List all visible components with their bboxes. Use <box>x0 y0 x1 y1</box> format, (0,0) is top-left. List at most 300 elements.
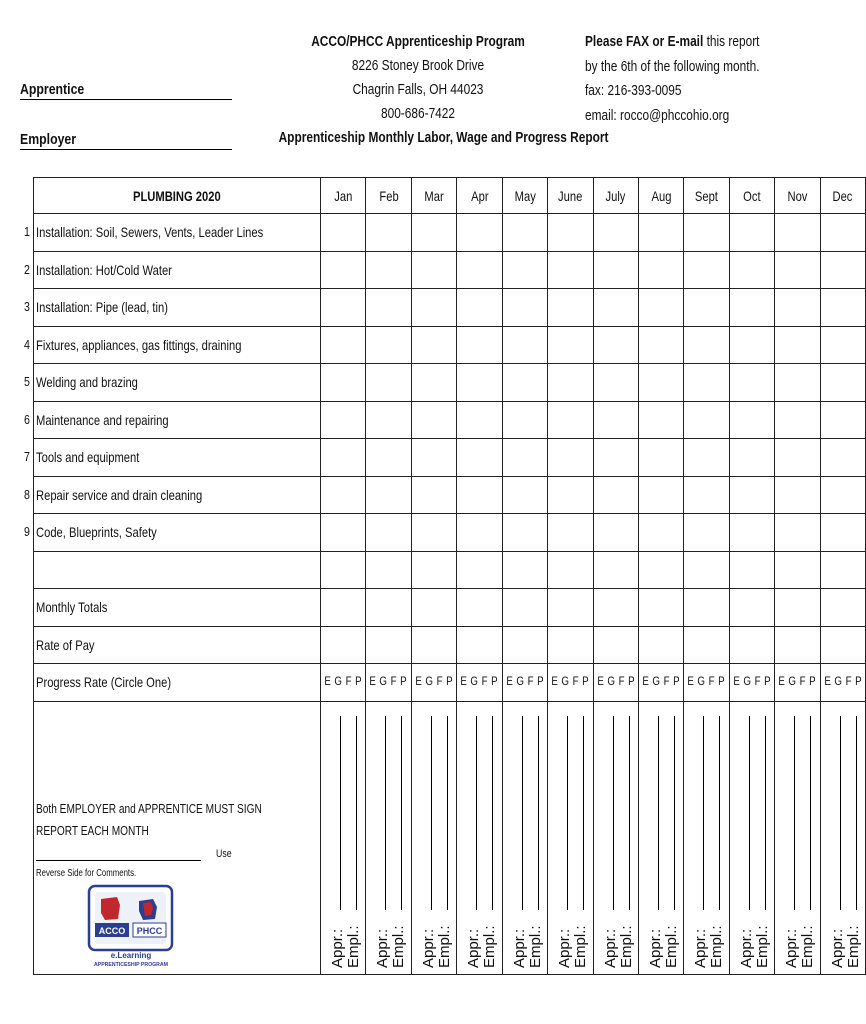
rate-of-pay-label-cell <box>34 626 321 664</box>
entry-cell-nov[interactable] <box>775 551 820 589</box>
entry-cell-jan[interactable] <box>321 289 366 327</box>
entry-cell-may[interactable] <box>502 589 547 627</box>
entry-cell-oct[interactable] <box>729 326 774 364</box>
entry-cell-oct[interactable] <box>729 514 774 552</box>
entry-cell-feb[interactable] <box>366 439 411 477</box>
progress-options-july[interactable] <box>593 664 638 702</box>
entry-cell-feb[interactable] <box>366 551 411 589</box>
entry-cell-apr[interactable] <box>457 326 502 364</box>
progress-options: E G F P <box>551 676 590 689</box>
signature-cell-apr[interactable] <box>457 701 502 974</box>
entry-cell-apr[interactable] <box>457 214 502 252</box>
entry-cell-mar[interactable] <box>411 589 456 627</box>
task-label-cell <box>34 476 321 514</box>
entry-cell-june[interactable] <box>548 251 593 289</box>
entry-cell-may[interactable] <box>502 626 547 664</box>
empl-label: Empl.: <box>708 924 726 968</box>
progress-options-june[interactable] <box>548 664 593 702</box>
appr-signature-line[interactable] <box>749 716 750 910</box>
entry-cell-feb[interactable] <box>366 626 411 664</box>
month-label: June <box>558 187 583 204</box>
appr-signature-line[interactable] <box>567 716 568 910</box>
reverse-side-note: Reverse Side for Comments. <box>36 867 137 879</box>
month-label: Apr <box>470 187 489 204</box>
appr-signature-line[interactable] <box>613 716 614 910</box>
appr-signature-line[interactable] <box>476 716 477 910</box>
progress-options: E G F P <box>415 676 453 689</box>
month-header-may <box>502 178 547 214</box>
entry-cell-apr[interactable] <box>457 589 502 627</box>
entry-cell-july[interactable] <box>593 214 638 252</box>
entry-cell-feb[interactable] <box>366 589 411 627</box>
entry-cell-aug[interactable] <box>638 214 683 252</box>
entry-cell-aug[interactable] <box>638 364 683 402</box>
progress-options-may[interactable] <box>502 664 547 702</box>
entry-cell-mar[interactable] <box>411 626 456 664</box>
entry-cell-dec[interactable] <box>820 551 865 589</box>
table-row <box>34 476 866 514</box>
entry-cell-july[interactable] <box>593 476 638 514</box>
entry-cell-nov[interactable] <box>775 439 820 477</box>
entry-cell-jan[interactable] <box>321 626 366 664</box>
progress-options: E G F P <box>369 676 408 689</box>
progress-options-aug[interactable] <box>638 664 683 702</box>
signature-cell-june[interactable] <box>548 701 593 974</box>
empl-signature-line[interactable] <box>719 716 720 910</box>
signature-cell-july[interactable] <box>593 701 638 974</box>
month-label: Nov <box>787 187 808 204</box>
entry-cell-apr[interactable] <box>457 289 502 327</box>
appr-label: Appr.: <box>329 928 347 968</box>
entry-cell-jan[interactable] <box>321 326 366 364</box>
entry-cell-oct[interactable] <box>729 289 774 327</box>
empl-label: Empl.: <box>799 924 817 968</box>
month-label: Mar <box>424 187 444 204</box>
entry-cell-may[interactable] <box>502 551 547 589</box>
entry-cell-june[interactable] <box>548 439 593 477</box>
entry-cell-mar[interactable] <box>411 514 456 552</box>
entry-cell-jan[interactable] <box>321 514 366 552</box>
entry-cell-apr[interactable] <box>457 439 502 477</box>
entry-cell-may[interactable] <box>502 439 547 477</box>
entry-cell-mar[interactable] <box>411 251 456 289</box>
progress-options: E G F P <box>642 676 680 689</box>
month-label: Oct <box>743 187 761 204</box>
logo-right-text: PHCC <box>136 926 163 936</box>
entry-cell-aug[interactable] <box>638 626 683 664</box>
progress-rate-row <box>34 664 866 702</box>
entry-cell-may[interactable] <box>502 514 547 552</box>
entry-cell-aug[interactable] <box>638 439 683 477</box>
progress-options: E G F P <box>823 676 862 689</box>
appr-signature-line[interactable] <box>522 716 523 910</box>
fax-instruction-bold: Please FAX or E-mail <box>585 34 704 50</box>
entry-cell-may[interactable] <box>502 326 547 364</box>
signature-cell-may[interactable] <box>502 701 547 974</box>
entry-cell-oct[interactable] <box>729 251 774 289</box>
entry-cell-aug[interactable] <box>638 401 683 439</box>
month-header-july <box>593 178 638 214</box>
entry-cell-dec[interactable] <box>820 326 865 364</box>
entry-cell-nov[interactable] <box>775 326 820 364</box>
apprentice-signature-line[interactable] <box>20 99 232 100</box>
entry-cell-jan[interactable] <box>321 251 366 289</box>
entry-cell-dec[interactable] <box>820 439 865 477</box>
entry-cell-feb[interactable] <box>366 476 411 514</box>
entry-cell-nov[interactable] <box>775 401 820 439</box>
empl-signature-line[interactable] <box>765 716 766 910</box>
fax-deadline: by the 6th of the following month. <box>585 58 760 75</box>
month-header-dec <box>820 178 865 214</box>
entry-cell-mar[interactable] <box>411 401 456 439</box>
entry-cell-june[interactable] <box>548 326 593 364</box>
appr-label: Appr.: <box>646 928 664 968</box>
entry-cell-july[interactable] <box>593 439 638 477</box>
table-row <box>34 364 866 402</box>
row-number: 5 <box>24 374 30 389</box>
progress-options-nov[interactable] <box>775 664 820 702</box>
entry-cell-aug[interactable] <box>638 551 683 589</box>
entry-cell-oct[interactable] <box>729 439 774 477</box>
monthly-totals-row <box>34 589 866 627</box>
entry-cell-jan[interactable] <box>321 476 366 514</box>
entry-cell-july[interactable] <box>593 626 638 664</box>
empl-label: Empl.: <box>617 924 635 968</box>
entry-cell-feb[interactable] <box>366 401 411 439</box>
signature-cell-feb[interactable] <box>366 701 411 974</box>
progress-options: E G F P <box>733 676 771 689</box>
appr-signature-line[interactable] <box>703 716 704 910</box>
empl-label: Empl.: <box>572 924 590 968</box>
progress-options: E G F P <box>778 676 817 689</box>
empl-signature-line[interactable] <box>492 716 493 910</box>
entry-cell-dec[interactable] <box>820 401 865 439</box>
entry-cell-oct[interactable] <box>729 551 774 589</box>
employer-label: Employer <box>20 131 77 148</box>
program-title: ACCO/PHCC Apprenticeship Program <box>311 34 525 50</box>
entry-cell-oct[interactable] <box>729 364 774 402</box>
entry-cell-jan[interactable] <box>321 439 366 477</box>
entry-cell-sept[interactable] <box>684 401 729 439</box>
progress-options: E G F P <box>324 676 363 689</box>
entry-cell-feb[interactable] <box>366 364 411 402</box>
entry-cell-dec[interactable] <box>820 364 865 402</box>
logo-left-text: ACCO <box>98 926 126 936</box>
row-number: 9 <box>24 524 30 539</box>
rate-of-pay-row <box>34 626 866 664</box>
report-title: Apprenticeship Monthly Labor, Wage and Progress Report <box>278 130 609 146</box>
progress-options-oct[interactable] <box>729 664 774 702</box>
progress-options: E G F P <box>596 676 635 689</box>
row-number: 2 <box>24 261 30 277</box>
progress-options: E G F P <box>460 676 499 689</box>
progress-options-mar[interactable] <box>411 664 456 702</box>
appr-label: Appr.: <box>419 928 437 968</box>
entry-cell-apr[interactable] <box>457 401 502 439</box>
entry-cell-oct[interactable] <box>729 214 774 252</box>
entry-cell-sept[interactable] <box>684 326 729 364</box>
progress-report-table <box>33 177 866 975</box>
entry-cell-dec[interactable] <box>820 626 865 664</box>
entry-cell-sept[interactable] <box>684 289 729 327</box>
fax-instructions <box>585 30 798 128</box>
entry-cell-sept[interactable] <box>684 589 729 627</box>
empl-signature-line[interactable] <box>629 716 630 910</box>
entry-cell-may[interactable] <box>502 364 547 402</box>
entry-cell-mar[interactable] <box>411 289 456 327</box>
use-label: Use <box>216 847 232 860</box>
entry-cell-dec[interactable] <box>820 289 865 327</box>
entry-cell-apr[interactable] <box>457 626 502 664</box>
appr-label: Appr.: <box>374 928 392 968</box>
signature-cell-sept[interactable] <box>684 701 729 974</box>
program-header <box>248 30 609 150</box>
sign-note-line2: REPORT EACH MONTH <box>36 822 149 838</box>
month-header-feb <box>366 178 411 214</box>
empl-signature-line[interactable] <box>356 716 357 910</box>
acco-phcc-logo <box>87 885 175 968</box>
entry-cell-apr[interactable] <box>457 514 502 552</box>
entry-cell-july[interactable] <box>593 589 638 627</box>
appr-label: Appr.: <box>828 928 846 968</box>
entry-cell-oct[interactable] <box>729 476 774 514</box>
entry-cell-nov[interactable] <box>775 289 820 327</box>
entry-cell-sept[interactable] <box>684 476 729 514</box>
progress-rate-label-cell <box>34 664 321 702</box>
entry-cell-apr[interactable] <box>457 364 502 402</box>
entry-cell-aug[interactable] <box>638 326 683 364</box>
entry-cell-june[interactable] <box>548 514 593 552</box>
empl-signature-line[interactable] <box>856 716 857 910</box>
task-label: Installation: Pipe (lead, tin) <box>36 299 168 316</box>
entry-cell-aug[interactable] <box>638 589 683 627</box>
entry-cell-nov[interactable] <box>775 364 820 402</box>
entry-cell-oct[interactable] <box>729 401 774 439</box>
entry-cell-dec[interactable] <box>820 214 865 252</box>
empl-signature-line[interactable] <box>674 716 675 910</box>
entry-cell-aug[interactable] <box>638 476 683 514</box>
entry-cell-june[interactable] <box>548 476 593 514</box>
progress-options-feb[interactable] <box>366 664 411 702</box>
entry-cell-may[interactable] <box>502 251 547 289</box>
entry-cell-sept[interactable] <box>684 251 729 289</box>
signature-cell-jan[interactable] <box>321 701 366 974</box>
entry-cell-sept[interactable] <box>684 214 729 252</box>
entry-cell-mar[interactable] <box>411 214 456 252</box>
entry-cell-july[interactable] <box>593 551 638 589</box>
month-header-oct <box>729 178 774 214</box>
table-row <box>34 439 866 477</box>
entry-cell-nov[interactable] <box>775 214 820 252</box>
entry-cell-feb[interactable] <box>366 326 411 364</box>
task-label-cell <box>34 514 321 552</box>
appr-label: Appr.: <box>692 928 710 968</box>
signature-instructions-cell <box>34 701 321 974</box>
entry-cell-jan[interactable] <box>321 589 366 627</box>
entry-cell-june[interactable] <box>548 589 593 627</box>
table-title: PLUMBING 2020 <box>133 187 221 204</box>
progress-options: E G F P <box>506 676 544 689</box>
blank-label-cell[interactable] <box>34 551 321 589</box>
progress-options-jan[interactable] <box>321 664 366 702</box>
entry-cell-sept[interactable] <box>684 626 729 664</box>
appr-signature-line[interactable] <box>794 716 795 910</box>
signature-cell-nov[interactable] <box>775 701 820 974</box>
entry-cell-jan[interactable] <box>321 551 366 589</box>
entry-cell-sept[interactable] <box>684 364 729 402</box>
progress-rate-label: Progress Rate (Circle One) <box>36 674 172 691</box>
row-number: 1 <box>24 224 30 239</box>
empl-signature-line[interactable] <box>538 716 539 910</box>
entry-cell-aug[interactable] <box>638 251 683 289</box>
entry-cell-mar[interactable] <box>411 551 456 589</box>
empl-signature-line[interactable] <box>401 716 402 910</box>
apprentice-label: Apprentice <box>20 81 85 98</box>
signature-cell-dec[interactable] <box>820 701 865 974</box>
comments-line[interactable] <box>36 860 201 861</box>
task-label-cell <box>34 439 321 477</box>
fax-instruction-rest: this report <box>703 34 760 50</box>
entry-cell-nov[interactable] <box>775 589 820 627</box>
entry-cell-apr[interactable] <box>457 476 502 514</box>
entry-cell-july[interactable] <box>593 401 638 439</box>
entry-cell-sept[interactable] <box>684 551 729 589</box>
appr-signature-line[interactable] <box>658 716 659 910</box>
employer-signature-line[interactable] <box>20 149 232 150</box>
appr-signature-line[interactable] <box>385 716 386 910</box>
address-line2: Chagrin Falls, OH 44023 <box>352 82 484 98</box>
signature-cell-aug[interactable] <box>638 701 683 974</box>
entry-cell-oct[interactable] <box>729 589 774 627</box>
month-header-sept <box>684 178 729 214</box>
progress-options: E G F P <box>687 676 726 689</box>
entry-cell-june[interactable] <box>548 626 593 664</box>
entry-cell-july[interactable] <box>593 289 638 327</box>
entry-cell-dec[interactable] <box>820 589 865 627</box>
empl-signature-line[interactable] <box>810 716 811 910</box>
empl-signature-line[interactable] <box>447 716 448 910</box>
entry-cell-mar[interactable] <box>411 439 456 477</box>
empl-label: Empl.: <box>435 924 453 968</box>
entry-cell-dec[interactable] <box>820 251 865 289</box>
task-label-cell <box>34 289 321 327</box>
signature-cell-mar[interactable] <box>411 701 456 974</box>
entry-cell-aug[interactable] <box>638 514 683 552</box>
task-label-cell <box>34 214 321 252</box>
appr-signature-line[interactable] <box>840 716 841 910</box>
progress-options-apr[interactable] <box>457 664 502 702</box>
entry-cell-apr[interactable] <box>457 551 502 589</box>
appr-label: Appr.: <box>737 928 755 968</box>
entry-cell-july[interactable] <box>593 364 638 402</box>
entry-cell-june[interactable] <box>548 551 593 589</box>
entry-cell-sept[interactable] <box>684 514 729 552</box>
table-row <box>34 289 866 327</box>
entry-cell-feb[interactable] <box>366 289 411 327</box>
entry-cell-feb[interactable] <box>366 251 411 289</box>
month-header-june <box>548 178 593 214</box>
logo-line1: e.Learning <box>110 951 152 960</box>
row-number: 7 <box>24 449 30 464</box>
task-label: Welding and brazing <box>36 374 138 391</box>
entry-cell-apr[interactable] <box>457 251 502 289</box>
logo-graphic <box>87 885 175 968</box>
empl-label: Empl.: <box>345 924 363 968</box>
table-row <box>34 401 866 439</box>
entry-cell-dec[interactable] <box>820 514 865 552</box>
empl-label: Empl.: <box>753 924 771 968</box>
appr-label: Appr.: <box>556 928 574 968</box>
phone-number: 800-686-7422 <box>380 106 456 122</box>
table-row <box>34 326 866 364</box>
empl-signature-line[interactable] <box>583 716 584 910</box>
entry-cell-dec[interactable] <box>820 476 865 514</box>
entry-cell-june[interactable] <box>548 289 593 327</box>
entry-cell-mar[interactable] <box>411 326 456 364</box>
row-number: 3 <box>24 299 30 314</box>
task-label: Repair service and drain cleaning <box>36 486 203 503</box>
month-header-aug <box>638 178 683 214</box>
month-header-nov <box>775 178 820 214</box>
task-label-cell <box>34 401 321 439</box>
entry-cell-feb[interactable] <box>366 514 411 552</box>
task-label-cell <box>34 251 321 289</box>
entry-cell-nov[interactable] <box>775 251 820 289</box>
entry-cell-may[interactable] <box>502 401 547 439</box>
task-label: Code, Blueprints, Safety <box>36 524 157 541</box>
empl-label: Empl.: <box>390 924 408 968</box>
month-header-mar <box>411 178 456 214</box>
entry-cell-mar[interactable] <box>411 476 456 514</box>
month-label: Aug <box>651 187 672 204</box>
entry-cell-jan[interactable] <box>321 401 366 439</box>
empl-label: Empl.: <box>844 924 862 968</box>
entry-cell-june[interactable] <box>548 214 593 252</box>
month-header-jan <box>321 178 366 214</box>
entry-cell-may[interactable] <box>502 476 547 514</box>
empl-label: Empl.: <box>481 924 499 968</box>
task-label: Installation: Hot/Cold Water <box>36 261 172 278</box>
entry-cell-may[interactable] <box>502 214 547 252</box>
entry-cell-sept[interactable] <box>684 439 729 477</box>
month-header-apr <box>457 178 502 214</box>
task-label: Installation: Soil, Sewers, Vents, Leader Lines <box>36 224 264 241</box>
entry-cell-jan[interactable] <box>321 364 366 402</box>
entry-cell-mar[interactable] <box>411 364 456 402</box>
appr-signature-line[interactable] <box>431 716 432 910</box>
entry-cell-nov[interactable] <box>775 514 820 552</box>
entry-cell-july[interactable] <box>593 326 638 364</box>
progress-options-sept[interactable] <box>684 664 729 702</box>
entry-cell-nov[interactable] <box>775 626 820 664</box>
entry-cell-may[interactable] <box>502 289 547 327</box>
progress-options-dec[interactable] <box>820 664 865 702</box>
entry-cell-feb[interactable] <box>366 214 411 252</box>
signature-cell-oct[interactable] <box>729 701 774 974</box>
entry-cell-june[interactable] <box>548 401 593 439</box>
entry-cell-oct[interactable] <box>729 626 774 664</box>
entry-cell-nov[interactable] <box>775 476 820 514</box>
entry-cell-july[interactable] <box>593 251 638 289</box>
entry-cell-aug[interactable] <box>638 289 683 327</box>
month-label: May <box>514 187 536 204</box>
entry-cell-july[interactable] <box>593 514 638 552</box>
task-label: Fixtures, appliances, gas fittings, draining <box>36 336 242 353</box>
entry-cell-jan[interactable] <box>321 214 366 252</box>
table-title-cell <box>34 178 321 214</box>
entry-cell-june[interactable] <box>548 364 593 402</box>
appr-signature-line[interactable] <box>340 716 341 910</box>
